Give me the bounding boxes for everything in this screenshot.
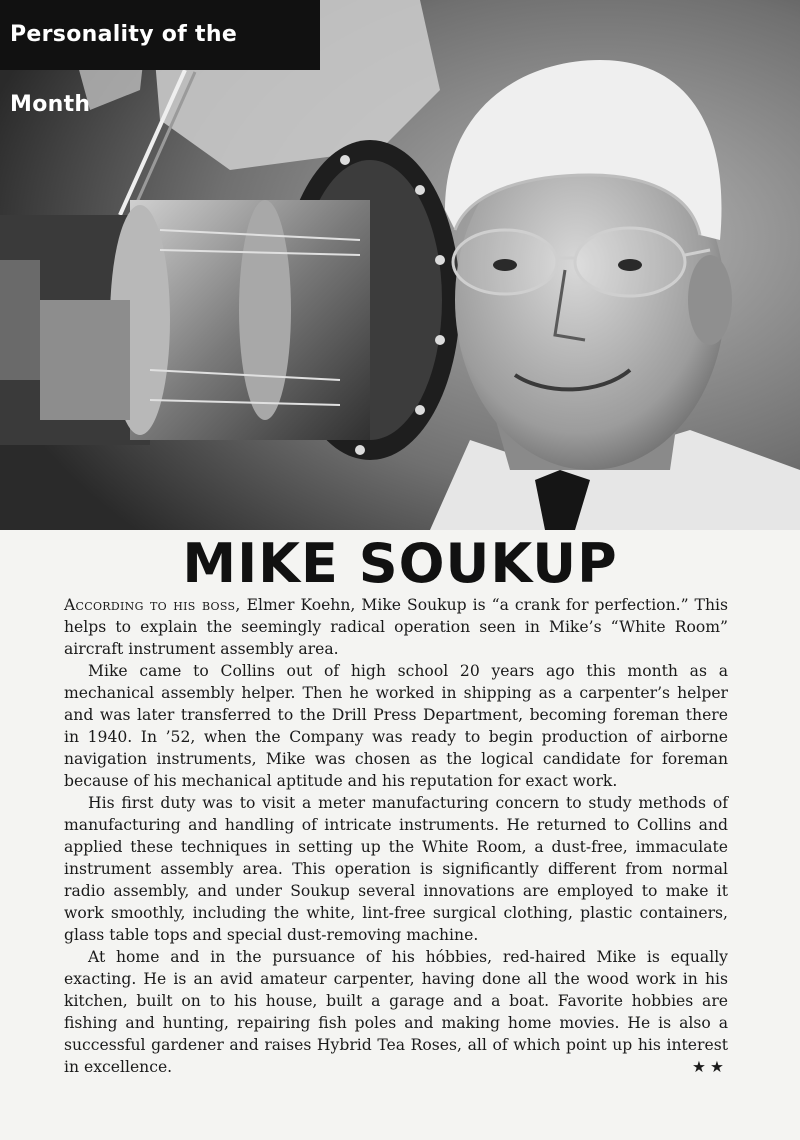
paragraph-3: His first duty was to visit a meter manufacturing concern to study methods of manufacturing and handling of intricate instruments. He returned to Collins and applied these techniques in setting up the White Room, a dust-free, immaculate instrument assembly area. This operation is significantly different from normal radio assembly, and under Soukup several innovations are employed to make it work smoothly, including the white, lint-free surgical clothing, plastic containers, glass table tops and special dust-removing machine.	[64, 794, 728, 944]
paragraph-4	[64, 946, 728, 1078]
paragraph-4-text: At home and in the pursuance of his hóbbies, red-haired Mike is equally exacting. He is an avid amateur carpenter, having done all the wood work in his kitchen, built on to his house, built a garage and a boat. Favorite hobbies are fishing and hunting, repairing fish poles and making home movies. He is also a successful gardener and raises Hybrid Tea Roses, all of which point up his interest in excellence.	[64, 948, 728, 1076]
paragraph-1	[64, 594, 728, 660]
article-title: MIKE SOUKUP	[182, 532, 618, 595]
paragraph-2: Mike came to Collins out of high school 20 years ago this month as a mechanical assembly helper. Then he worked in shipping as a carpenter’s helper and was later transferred to the Drill Press Department, becoming foreman there in 1940. In ’52, when the Company was ready to begin production of airborne navigation instruments, Mike was chosen as the logical candidate for foreman because of his mechanical aptitude and his reputation for exact work.	[64, 662, 728, 790]
section-banner: Personality of the Month	[0, 0, 320, 70]
paragraph-1-text: Elmer Koehn, Mike Soukup is “a crank for perfection.” This helps to explain the seemingly radical operation seen in Mike’s “White Room” aircraft instrument assembly area.	[64, 596, 728, 658]
article-body	[64, 594, 728, 1078]
portrait-photo	[0, 0, 800, 530]
photo-illustration	[0, 0, 800, 530]
end-mark: ★★	[692, 1058, 728, 1076]
lead-in: According to his boss,	[64, 596, 241, 614]
